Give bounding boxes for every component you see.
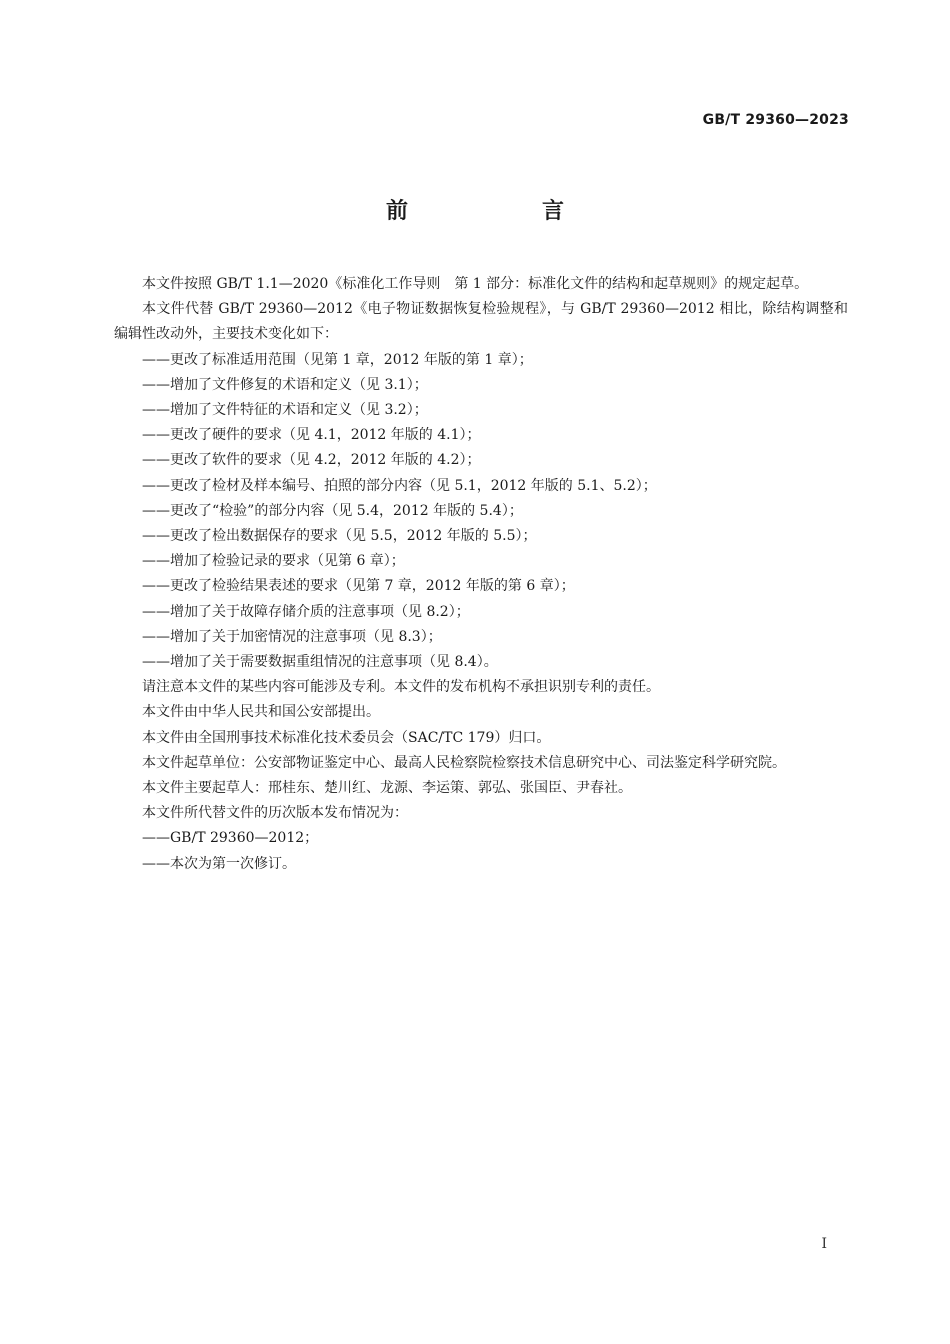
note-paragraph: 本文件主要起草人：邢桂东、楚川红、龙源、李运策、郭弘、张国臣、尹春社。: [142, 780, 632, 797]
change-item: ——更改了检出数据保存的要求（见 5.5，2012 年版的 5.5）；: [142, 528, 537, 545]
change-item: ——更改了标准适用范围（见第 1 章，2012 年版的第 1 章）；: [142, 351, 533, 368]
note-paragraph: 请注意本文件的某些内容可能涉及专利。本文件的发布机构不承担识别专利的责任。: [142, 679, 660, 696]
change-item: ——更改了硬件的要求（见 4.1，2012 年版的 4.1）；: [142, 427, 481, 444]
change-item: ——增加了关于故障存储介质的注意事项（见 8.2）；: [142, 603, 470, 620]
change-item: ——更改了“检验”的部分内容（见 5.4，2012 年版的 5.4）；: [142, 502, 523, 519]
history-item: ——GB/T 29360—2012；: [142, 830, 319, 847]
history-list: [114, 826, 848, 876]
page-title: 前 言: [385, 199, 620, 224]
foreword-body: [114, 272, 848, 877]
change-item: ——更改了检验结果表述的要求（见第 7 章，2012 年版的第 6 章）；: [142, 578, 575, 595]
change-item: ——增加了关于加密情况的注意事项（见 8.3）；: [142, 628, 442, 645]
change-item: ——增加了关于需要数据重组情况的注意事项（见 8.4）。: [142, 654, 498, 671]
change-item: ——增加了文件修复的术语和定义（见 3.1）；: [142, 376, 428, 393]
note-paragraph: 本文件由全国刑事技术标准化技术委员会（SAC/TC 179）归口。: [142, 729, 551, 746]
change-item: ——更改了软件的要求（见 4.2，2012 年版的 4.2）；: [142, 452, 481, 469]
change-item: ——增加了检验记录的要求（见第 6 章）；: [142, 553, 405, 570]
note-paragraph: 本文件起草单位：公安部物证鉴定中心、最高人民检察院检察技术信息研究中心、司法鉴定科学研究院。: [142, 754, 786, 771]
note-paragraph: 本文件由中华人民共和国公安部提出。: [142, 704, 380, 721]
change-item: ——更改了检材及样本编号、拍照的部分内容（见 5.1，2012 年版的 5.1、5.2）；: [142, 477, 657, 494]
page-number: I: [821, 1236, 827, 1252]
intro-paragraph: 本文件代替 GB/T 29360—2012《电子物证数据恢复检验规程》，与 GB/T 29360—2012 相比，除结构调整和编辑性改动外，主要技术变化如下：: [114, 301, 848, 343]
changes-list: [114, 348, 848, 676]
history-item: ——本次为第一次修订。: [142, 855, 296, 872]
change-item: ——增加了文件特征的术语和定义（见 3.2）；: [142, 402, 428, 419]
intro-paragraph: 本文件按照 GB/T 1.1—2020《标准化工作导则 第 1 部分：标准化文件的结构和起草规则》的规定起草。: [142, 276, 809, 292]
standard-code: GB/T 29360—2023: [702, 112, 849, 128]
note-paragraph: 本文件所代替文件的历次版本发布情况为：: [142, 805, 408, 822]
